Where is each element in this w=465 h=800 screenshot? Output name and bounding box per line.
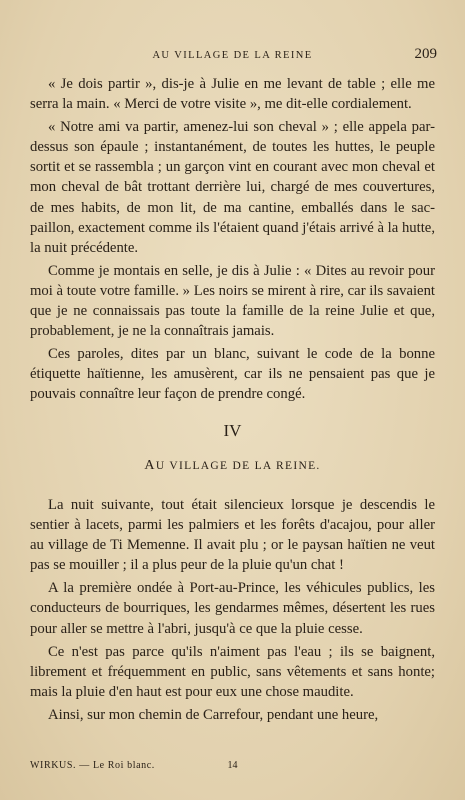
page-footer bbox=[30, 760, 435, 776]
top-text-block bbox=[30, 74, 435, 408]
running-title: AU VILLAGE DE LA REINE bbox=[152, 50, 313, 61]
chapter-number: IV bbox=[223, 421, 242, 440]
paragraph: « Notre ami va partir, amenez-lui son cheval » ; elle appela par-dessus son épaule ; instantanément, de toutes les huttes, le peuple sortit et se rassembla ; un garçon vint en courant avec mon cheval et mon cheval de bât trottant derrière lui, chargé de mes couvertures, de mes habits, de mon lit, de ma cantine, emballés dans le sac-paillon, exactement comme ils l'étaient quand j'étais arrivé à la hutte, la nuit précédente. bbox=[30, 119, 435, 256]
paragraph: A la première ondée à Port-au-Prince, les véhicules publics, les conducteurs de bourriques, les gendarmes mêmes, désertent les rues pour aller se mettre à l'abri, jusqu'à ce que la pluie cesse. bbox=[30, 580, 435, 637]
paragraph: Ainsi, sur mon chemin de Carrefour, pendant une heure, bbox=[48, 706, 379, 723]
chapter-text-block bbox=[30, 495, 435, 728]
chapter-title-initial: A bbox=[144, 458, 156, 473]
signature-line: WIRKUS. — Le Roi blanc. bbox=[30, 760, 155, 771]
paragraph: La nuit suivante, tout était silencieux lorsque je descendis le sentier à lacets, parmi les palmiers et les forêts d'acajou, pour aller au village de Ti Memenne. Il avait plu ; or le paysan haïtien ne veut pas se mouiller ; il a plus peur de la pluie qu'un chat ! bbox=[30, 497, 435, 574]
chapter-title-rest: U VILLAGE DE LA REINE. bbox=[155, 460, 321, 472]
paragraph: Ce n'est pas parce qu'ils n'aiment pas l'eau ; ils se baignent, librement et fréquemment en public, sans vêtements et sans honte; mais la pluie d'en haut est pour eux une chose maudite. bbox=[30, 643, 435, 700]
signature-mark: 14 bbox=[227, 760, 238, 771]
chapter-title bbox=[0, 458, 465, 474]
page-header bbox=[28, 46, 437, 68]
paragraph: Comme je montais en selle, je dis à Julie : « Dites au revoir pour moi à toute votre famille. » Les noirs se mirent à rire, car ils savaient que je ne connaissais pas toute la famille de la reine Julie et que, probablement, je ne la connaîtrais jamais. bbox=[30, 262, 435, 340]
paragraph: Ces paroles, dites par un blanc, suivant le code de la bonne étiquette haïtienne, les amusèrent, car ils ne pensaient pas que je pouvais connaître leur façon de prendre congé. bbox=[30, 346, 435, 403]
paragraph: « Je dois partir », dis-je à Julie en me levant de table ; elle me serra la main. « Merci de votre visite », me dit-elle cordialement. bbox=[30, 76, 435, 113]
page-number: 209 bbox=[414, 46, 437, 62]
